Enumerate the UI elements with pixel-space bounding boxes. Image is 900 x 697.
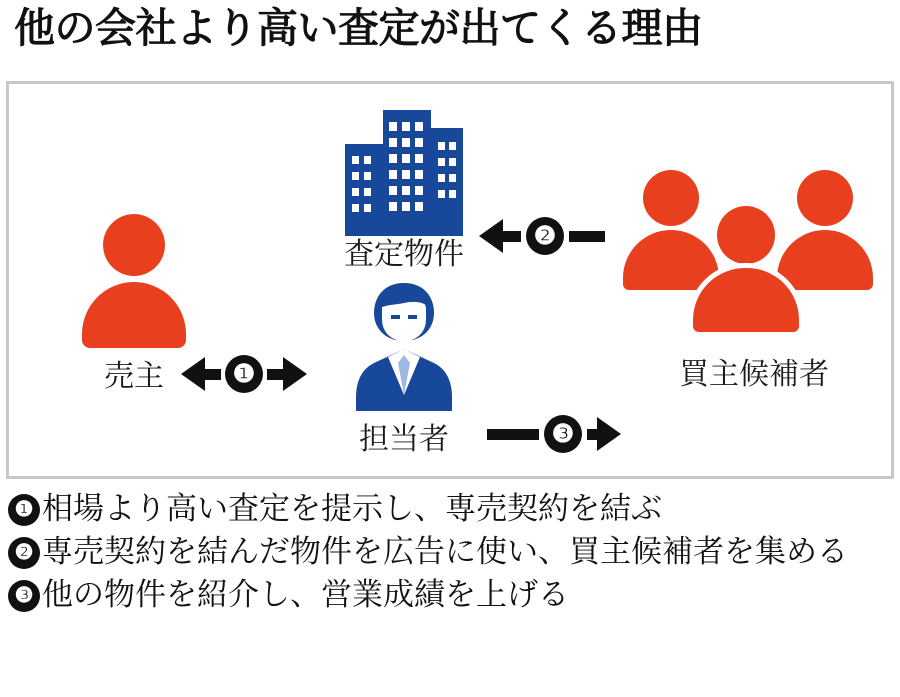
arrow-2-bar-right [569,231,605,242]
arrow-3-bar-right [587,429,597,440]
page-title: 他の会社より高い査定が出てくる理由 [14,5,703,51]
arrow-3-head-right [597,417,621,451]
sales-agent-svg [344,279,464,414]
node-seller [54,214,214,348]
person-icon [54,214,214,348]
arrow-2-bar-left [503,231,521,242]
arrow-1-bar-right [267,369,283,380]
caption-text: 専売契約を結んだ物件を広告に使い、買主候補者を集める [42,534,848,570]
caption-item [8,531,894,572]
caption-item [8,488,894,529]
arrow-1-head-left [181,357,205,391]
caption-number: ❸ [8,580,40,612]
node-buyers-label: 買主候補者 [679,358,829,391]
arrow-2-head-left [479,219,503,253]
caption-text: 他の物件を紹介し、営業成績を上げる [42,577,569,613]
person-head-shape [103,214,165,276]
arrow-1-head-right [283,357,307,391]
office-building-icon [339,104,469,239]
caption-list [8,488,894,618]
arrow-3-number: ❸ [544,415,582,453]
arrow-1-bar-left [205,369,221,380]
caption-item [8,574,894,615]
diagram-frame [6,81,894,479]
caption-number: ❶ [8,494,40,526]
caption-text: 相場より高い査定を提示し、専売契約を結ぶ [42,491,662,526]
arrow-1 [181,355,307,393]
arrow-2-number: ❷ [526,217,564,255]
sales-agent-icon [344,279,464,414]
person-body-shape [82,282,186,348]
arrow-3 [487,415,621,453]
office-building-svg [339,104,469,239]
buyer-head-left [643,170,699,226]
caption-number: ❷ [8,537,40,569]
node-seller-label: 売主 [104,360,164,393]
buyer-body-right [777,230,873,290]
node-agent-label: 担当者 [359,423,449,456]
arrow-2 [479,217,605,255]
arrow-3-bar-left [487,429,539,440]
people-group-icon [629,162,879,342]
buyer-head-center [717,206,775,264]
buyer-body-left [623,230,719,290]
arrow-1-number: ❶ [225,355,263,393]
node-property-label: 査定物件 [344,238,464,271]
buyer-head-right [797,170,853,226]
